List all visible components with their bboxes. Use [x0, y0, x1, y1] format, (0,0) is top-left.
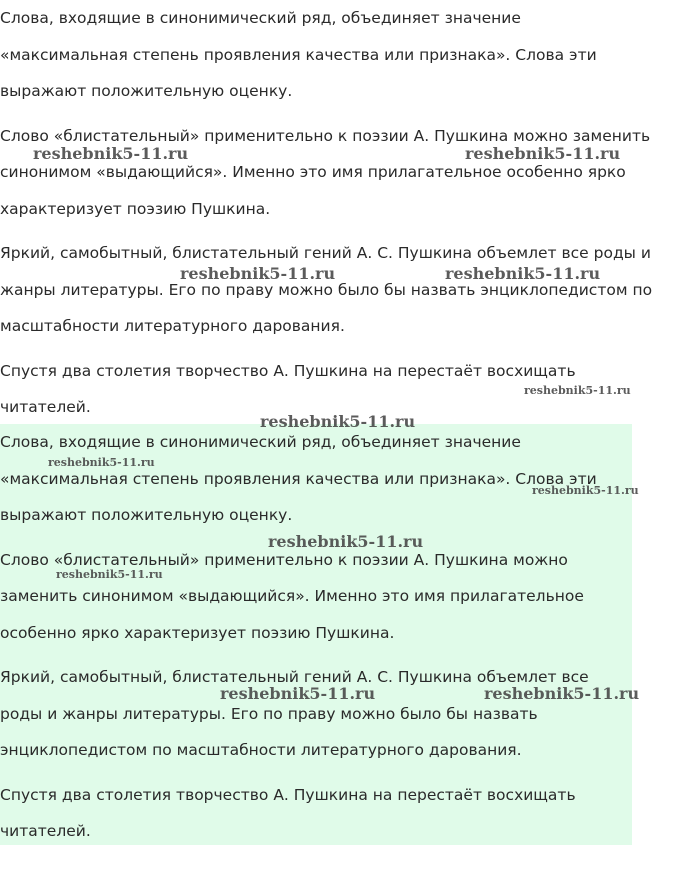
- paragraph-4: [0, 353, 680, 426]
- watermark: reshebnik5-11.ru: [465, 144, 621, 163]
- highlight-paragraph-1: [0, 424, 632, 534]
- highlight-paragraph-3-line-3: энциклопедистом по масштабности литературного дарования.: [0, 741, 522, 759]
- highlight-paragraph-4: [0, 777, 632, 850]
- paragraph-1-line-1: Слова, входящие в синонимический ряд, объединяет значение: [0, 9, 521, 27]
- paragraph-3-line-1: Яркий, самобытный, блистательный гений А. С. Пушкина объемлет все роды и: [0, 244, 651, 262]
- paragraph-2-line-1: Слово «блистательный» применительно к поэзии А. Пушкина можно заменить: [0, 126, 651, 145]
- paragraph-2-line-3: характеризует поэзию Пушкина.: [0, 199, 271, 218]
- watermark: reshebnik5-11.ru: [268, 532, 424, 551]
- text-block: [0, 0, 680, 434]
- highlight-paragraph-1-line-1: Слова, входящие в синонимический ряд, объединяет значение: [0, 433, 521, 451]
- highlight-paragraph-4-line-2: читателей.: [0, 822, 91, 840]
- highlight-paragraph-2: [0, 542, 632, 652]
- watermark: reshebnik5-11.ru: [260, 412, 416, 431]
- highlight-block: [0, 424, 632, 845]
- paragraph-2-line-2: синонимом «выдающийся». Именно это имя прилагательное особенно ярко: [0, 163, 626, 181]
- highlight-paragraph-3: [0, 659, 632, 769]
- paragraph-3-line-2: жанры литературы. Его по праву можно было бы назвать энциклопедистом по: [0, 280, 653, 299]
- watermark: reshebnik5-11.ru: [180, 264, 336, 283]
- watermark: reshebnik5-11.ru: [33, 144, 189, 163]
- highlight-paragraph-1-line-3: выражают положительную оценку.: [0, 506, 293, 524]
- paragraph-1: [0, 0, 680, 110]
- paragraph-2: [0, 118, 680, 228]
- highlight-paragraph-1-line-2: «максимальная степень проявления качества или признака». Слова эти: [0, 469, 597, 488]
- paragraph-3: [0, 235, 680, 345]
- watermark: reshebnik5-11.ru: [48, 456, 155, 469]
- highlight-paragraph-2-line-3: особенно ярко характеризует поэзию Пушкина.: [0, 623, 395, 642]
- paragraph-4-line-1: Спустя два столетия творчество А. Пушкина на перестаёт восхищать: [0, 361, 576, 380]
- highlight-paragraph-4-line-1: Спустя два столетия творчество А. Пушкина на перестаёт восхищать: [0, 785, 576, 804]
- highlight-paragraph-3-line-1: Яркий, самобытный, блистательный гений А. С. Пушкина объемлет все: [0, 668, 589, 686]
- watermark: reshebnik5-11.ru: [532, 484, 639, 497]
- paragraph-4-line-2: читателей.: [0, 398, 91, 416]
- paragraph-3-line-3: масштабности литературного дарования.: [0, 317, 345, 335]
- watermark: reshebnik5-11.ru: [445, 264, 601, 283]
- paragraph-1-line-2: «максимальная степень проявления качества или признака». Слова эти: [0, 45, 597, 64]
- highlight-paragraph-2-line-1: Слово «блистательный» применительно к поэзии А. Пушкина можно: [0, 550, 568, 569]
- watermark: reshebnik5-11.ru: [524, 384, 631, 397]
- highlight-paragraph-3-line-2: роды и жанры литературы. Его по праву можно было бы назвать: [0, 704, 538, 723]
- paragraph-1-line-3: выражают положительную оценку.: [0, 82, 293, 100]
- highlight-paragraph-2-line-2: заменить синонимом «выдающийся». Именно это имя прилагательное: [0, 587, 584, 605]
- watermark: reshebnik5-11.ru: [220, 684, 376, 703]
- watermark: reshebnik5-11.ru: [56, 568, 163, 581]
- watermark: reshebnik5-11.ru: [484, 684, 640, 703]
